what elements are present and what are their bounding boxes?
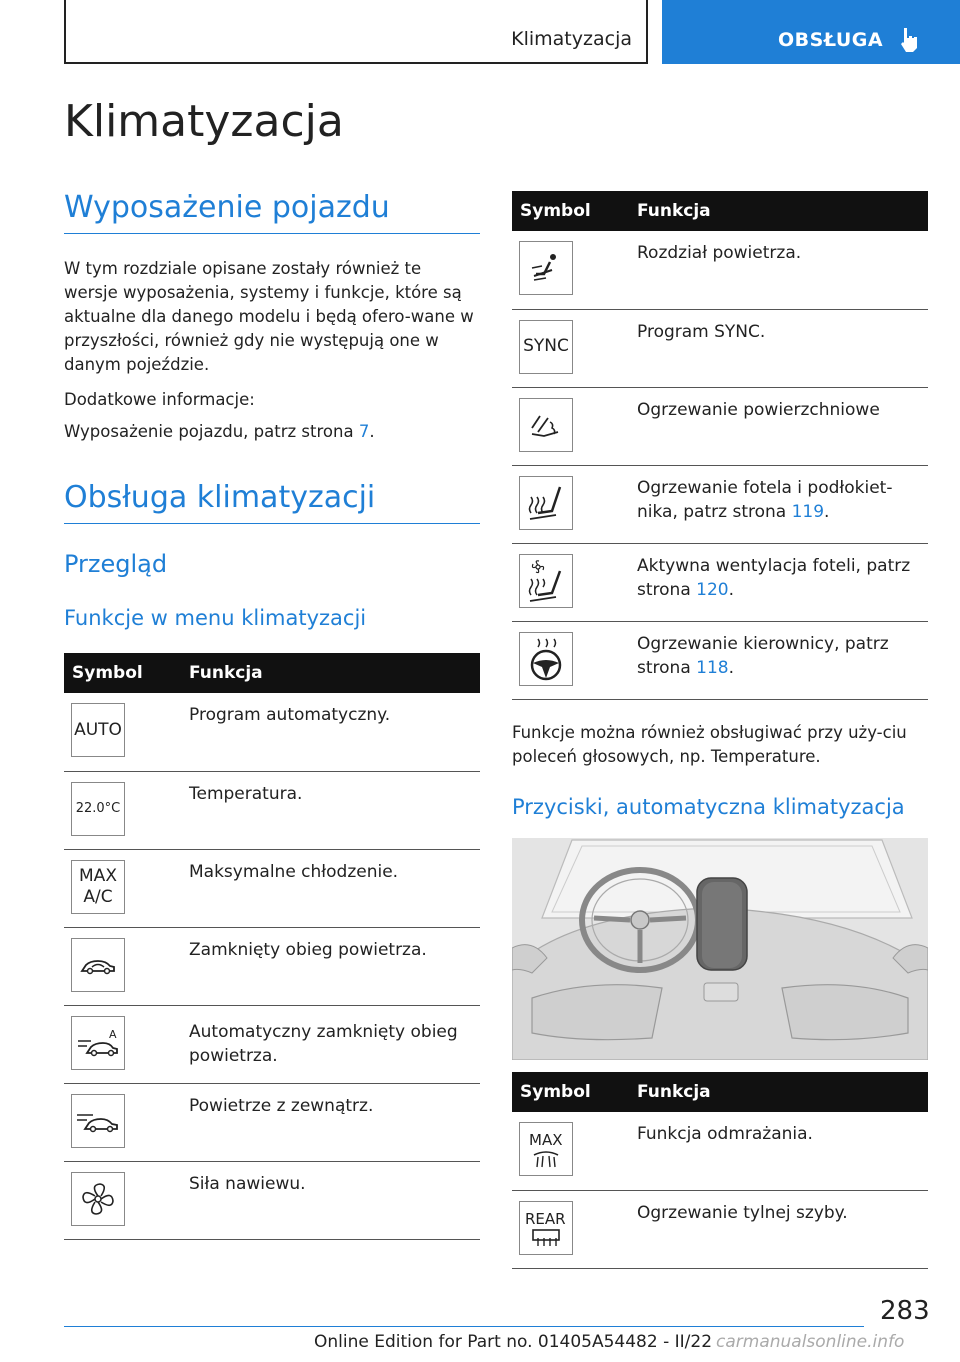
surface-heating-icon [519, 398, 573, 452]
header-section-box [64, 0, 648, 64]
row-text: Automatyczny zamknięty obieg powietrza. [189, 1005, 480, 1083]
equipment-paragraph: W tym rozdziale opisane zostały również te wersje wyposażenia, systemy i funkcje, które są aktualne dla danego modelu i będą ofero-wane w przyszłości, również gdy nie występują one w danym pojeździe. [64, 259, 474, 374]
header-tab [662, 0, 960, 64]
table-row [64, 849, 480, 927]
row-text: Powietrze z zewnątrz. [189, 1083, 480, 1161]
header-section-title: Klimatyzacja [511, 28, 632, 50]
row-text: Temperatura. [189, 771, 480, 849]
svg-text:MAX: MAX [529, 1131, 563, 1149]
svg-text:A: A [109, 1027, 117, 1041]
recirculation-icon [71, 938, 125, 992]
page-title: Klimatyzacja [64, 96, 344, 147]
col-symbol: Symbol [64, 653, 189, 693]
page-link-119[interactable]: 119 [791, 501, 825, 522]
row-text: Program SYNC. [637, 309, 928, 387]
row-text [637, 465, 928, 543]
hand-pointer-icon [898, 26, 920, 54]
table-row [64, 1083, 480, 1161]
table-row [512, 543, 928, 621]
fresh-air-icon [71, 1094, 125, 1148]
buttons-table [512, 1072, 928, 1269]
section-heading-equipment: Wyposażenie pojazdu [64, 190, 480, 234]
car-interior-illustration [512, 838, 928, 1060]
auto-recirculation-icon [71, 1016, 125, 1070]
row-text: Funkcja odmrażania. [637, 1112, 928, 1190]
table-row [512, 465, 928, 543]
col-function: Funkcja [637, 1072, 928, 1112]
table-row [512, 309, 928, 387]
air-distribution-icon [519, 241, 573, 295]
col-function: Funkcja [189, 653, 480, 693]
online-edition-text: Online Edition for Part no. 01405A54482 - II/22 [314, 1332, 713, 1352]
steering-heating-icon [519, 632, 573, 686]
header-tab-label: OBSŁUGA [778, 29, 884, 51]
temperature-icon: 22.0°C [71, 782, 125, 836]
row-text [637, 621, 928, 699]
table-row [512, 1190, 928, 1268]
row-text-end: . [728, 579, 734, 600]
subheading-menu-functions: Funkcje w menu klimatyzacji [64, 606, 367, 630]
sync-icon: SYNC [519, 320, 573, 374]
page-link-120[interactable]: 120 [696, 579, 729, 600]
seat-heating-text: Ogrzewanie fotela i podłokiet-nika, patrz strona [637, 477, 893, 522]
table-row [64, 1161, 480, 1239]
row-text-end: . [728, 657, 734, 678]
row-text [637, 543, 928, 621]
watermark: carmanualsonline.info [716, 1332, 905, 1352]
additional-info-label: Dodatkowe informacje: [64, 390, 255, 409]
page-number: 283 [880, 1296, 930, 1326]
row-text: Ogrzewanie powierzchniowe [637, 387, 928, 465]
col-symbol: Symbol [512, 1072, 637, 1112]
row-text-end: . [824, 501, 830, 522]
steering-heating-text: Ogrzewanie kierownicy, patrz strona [637, 633, 889, 678]
col-symbol: Symbol [512, 191, 637, 231]
table-row [512, 231, 928, 309]
seat-ventilation-icon [519, 554, 573, 608]
auto-icon: AUTO [71, 703, 125, 757]
table-row [64, 927, 480, 1005]
col-function: Funkcja [637, 191, 928, 231]
fan-icon [71, 1172, 125, 1226]
seat-heating-icon [519, 476, 573, 530]
row-text: Program automatyczny. [189, 693, 480, 771]
menu-functions-table [64, 653, 480, 1240]
page-link-118[interactable]: 118 [696, 657, 729, 678]
page-link-7[interactable]: 7 [358, 422, 370, 441]
reference-end: . [369, 422, 375, 441]
row-text: Zamknięty obieg powietrza. [189, 927, 480, 1005]
max-defrost-icon [519, 1122, 573, 1176]
table-row [512, 1112, 928, 1190]
row-text: Maksymalne chłodzenie. [189, 849, 480, 927]
subheading-overview: Przegląd [64, 550, 168, 578]
equipment-reference [64, 420, 480, 444]
row-text: Rozdział powietrza. [637, 231, 928, 309]
max-ac-icon: MAX A/C [71, 860, 125, 914]
row-text: Ogrzewanie tylnej szyby. [637, 1190, 928, 1268]
rear-window-heating-icon [519, 1201, 573, 1255]
seat-ventilation-text: Aktywna wentylacja foteli, patrz strona [637, 555, 911, 600]
row-text: Siła nawiewu. [189, 1161, 480, 1239]
subheading-buttons-auto-climate: Przyciski, automatyczna klimatyzacja [512, 795, 905, 819]
table-row [64, 771, 480, 849]
reference-text: Wyposażenie pojazdu, patrz strona [64, 422, 359, 441]
voice-command-note: Funkcje można również obsługiwać przy uży-ciu poleceń głosowych, np. Temperature. [512, 723, 907, 766]
table-row [512, 387, 928, 465]
menu-functions-table-continued [512, 191, 928, 700]
section-heading-operation: Obsługa klimatyzacji [64, 480, 480, 524]
footer-divider [64, 1326, 864, 1327]
svg-text:REAR: REAR [525, 1209, 566, 1228]
table-row [64, 693, 480, 771]
table-row [64, 1005, 480, 1083]
table-row [512, 621, 928, 699]
